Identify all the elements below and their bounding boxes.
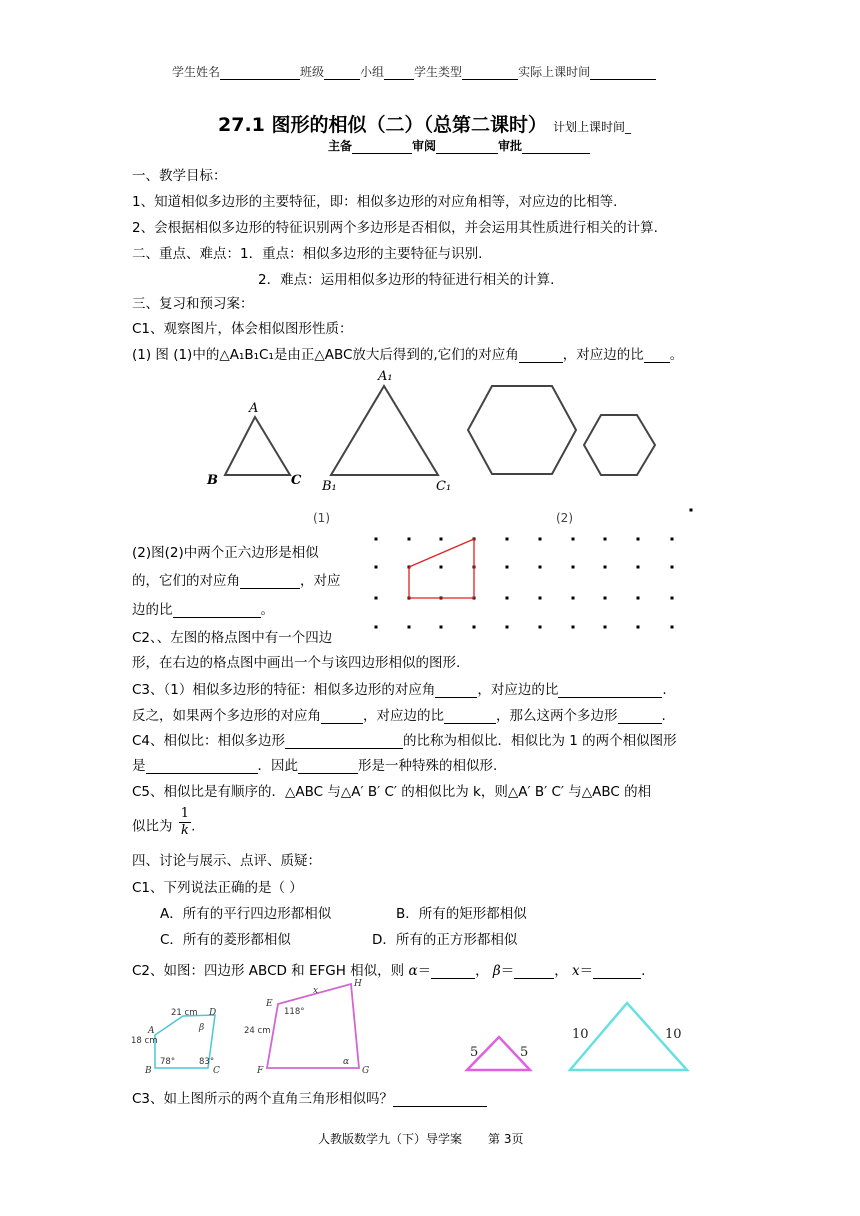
- label-quad-a: A: [148, 1026, 155, 1036]
- type-label: 学生类型: [414, 65, 463, 79]
- label-x: x: [313, 986, 319, 996]
- label-side-5-left: 5: [470, 1045, 479, 1060]
- label-quad-d: D: [209, 1008, 217, 1018]
- quad-efgh: [267, 984, 359, 1068]
- q2-text-4: 。: [260, 602, 274, 618]
- c4-text-3: 是: [132, 758, 146, 774]
- c3-text-4: 反之，如果两个多边形的对应角: [132, 708, 321, 724]
- approve-label: 审批: [498, 139, 523, 153]
- key-point: 二、重点、难点：1．重点：相似多边形的主要特征与识别.: [132, 246, 483, 262]
- c2-line1: C2、、左图的格点图中有一个四边: [132, 630, 333, 646]
- class-label: 班级: [300, 65, 325, 79]
- label-c1: C₁: [436, 479, 452, 494]
- footer-page: 第 3页: [488, 1132, 524, 1146]
- c4-text-2: 的比称为相似比．相似比为 1 的两个相似图形: [403, 733, 677, 749]
- label-angle-b: 78°: [160, 1057, 176, 1067]
- c1-observe: C1、观察图片，体会相似图形性质：: [132, 321, 353, 337]
- label-beta: β: [199, 1023, 205, 1033]
- caption-1: (1): [313, 511, 330, 525]
- label-angle-e: 118°: [284, 1007, 305, 1017]
- q2-text-2: ，对应: [300, 573, 341, 589]
- label-quad-e: E: [266, 999, 273, 1009]
- main-prep-label: 主备: [328, 139, 353, 153]
- comma-1: ，: [475, 963, 489, 979]
- sec4-heading: 四、讨论与展示、点评、质疑：: [132, 853, 321, 869]
- label-alpha: α: [343, 1057, 350, 1067]
- option-c[interactable]: C．所有的菱形都相似: [160, 932, 291, 948]
- c4-text-5: 形是一种特殊的相似形.: [358, 758, 498, 774]
- q2-text-3: 边的比: [132, 602, 173, 618]
- label-b: B: [207, 473, 218, 488]
- beta-symbol: β: [492, 963, 501, 979]
- goal-2: 2、会根据相似多边形的特征识别两个多边形是否相似，并会运用其性质进行相关的计算.: [132, 220, 658, 236]
- label-c: C: [291, 473, 302, 488]
- footer: [318, 1130, 523, 1147]
- label-ab-length: 18 cm: [131, 1036, 158, 1046]
- label-ad-length: 21 cm: [171, 1008, 198, 1018]
- label-quad-f: F: [257, 1066, 264, 1076]
- difficult-point: 2．难点：运用相似多边形的特征进行相关的计算.: [258, 272, 555, 288]
- comma-2: ，: [554, 963, 568, 979]
- c4-text: C4、相似比：相似多边形: [132, 733, 286, 749]
- footer-book: 人教版数学九（下）导学案: [318, 1132, 463, 1146]
- c3-text-6: ，那么这两个多边形: [496, 708, 618, 724]
- q1-text: (1) 图 (1)中的△A₁B₁C₁是由正△ABC放大后得到的,它们的对应角: [132, 347, 519, 363]
- c3-question: C3、如上图所示的两个直角三角形相似吗？: [132, 1091, 394, 1107]
- c5-line1: C5、相似比是有顺序的．△ABC 与△A′ B′ C′ 的相似比为 k，则△A′ B′ C′ 与△ABC 的相: [132, 784, 652, 800]
- label-quad-b: B: [145, 1066, 152, 1076]
- sec4-c3: [132, 1087, 487, 1107]
- c2-text: C2、如图：四边形 ABCD 和 EFGH 相似，则: [132, 963, 405, 979]
- option-b[interactable]: B．所有的矩形都相似: [396, 906, 527, 922]
- label-a1: A₁: [378, 369, 393, 384]
- c2-line2: 形，在右边的格点图中画出一个与该四边形相似的图形.: [132, 655, 461, 671]
- sec4-c1: C1、下列说法正确的是（ ）: [132, 880, 303, 896]
- time-label: 实际上课时间: [518, 65, 591, 79]
- label-ef-length: 24 cm: [244, 1026, 271, 1036]
- c3-text-5: ，对应边的比: [363, 708, 444, 724]
- sec1-heading: 一、教学目标：: [132, 168, 227, 184]
- name-label: 学生姓名: [172, 65, 221, 79]
- goal-1: 1、知道相似多边形的主要特征，即：相似多边形的对应角相等，对应边的比相等.: [132, 194, 618, 210]
- label-side-10-right: 10: [665, 1027, 682, 1042]
- label-quad-g: G: [362, 1066, 370, 1076]
- caption-2: (2): [556, 511, 573, 525]
- c5-end: .: [191, 818, 196, 835]
- c3-text-7: .: [661, 708, 666, 724]
- c5-text: 似比为: [132, 818, 173, 835]
- c3-answer-blank[interactable]: [393, 1092, 487, 1107]
- q1-text-2: ，对应边的比: [562, 347, 644, 363]
- q2-text: 的，它们的对应角: [132, 573, 240, 589]
- label-a: A: [249, 401, 259, 416]
- c3-text-3: .: [662, 682, 667, 698]
- x-symbol: x: [572, 963, 580, 979]
- sec3-heading: 三、复习和预习案：: [132, 296, 254, 312]
- option-a[interactable]: A．所有的平行四边形都相似: [160, 906, 332, 922]
- label-quad-h: H: [354, 979, 362, 989]
- label-side-10-left: 10: [572, 1027, 589, 1042]
- eq-2: ＝: [500, 963, 515, 979]
- c3-text-2: ，对应边的比: [477, 682, 559, 698]
- label-b1: B₁: [322, 479, 337, 494]
- q2-line1: (2)图(2)中两个正六边形是相似: [132, 545, 319, 561]
- plan-time-label: 计划上课时间_: [553, 120, 632, 134]
- q1-text-3: 。: [669, 347, 684, 363]
- review-label: 审阅: [412, 139, 437, 153]
- c2-end: .: [641, 963, 646, 979]
- label-angle-c: 83°: [199, 1057, 215, 1067]
- option-d[interactable]: D．所有的正方形都相似: [372, 932, 518, 948]
- c4-text-4: ．因此: [257, 758, 298, 774]
- eq-3: ＝: [579, 963, 594, 979]
- label-quad-c: C: [213, 1066, 220, 1076]
- eq-1: ＝: [417, 963, 432, 979]
- alpha-symbol: α: [408, 963, 418, 979]
- page-title: 27.1 图形的相似（二）（总第二课时）: [218, 114, 547, 136]
- fraction-numerator: 1: [180, 806, 190, 821]
- label-side-5-right: 5: [520, 1045, 529, 1060]
- fraction-denominator: k: [180, 823, 189, 838]
- group-label: 小组: [360, 65, 385, 79]
- c3-text: C3、（1）相似多边形的特征：相似多边形的对应角: [132, 682, 436, 698]
